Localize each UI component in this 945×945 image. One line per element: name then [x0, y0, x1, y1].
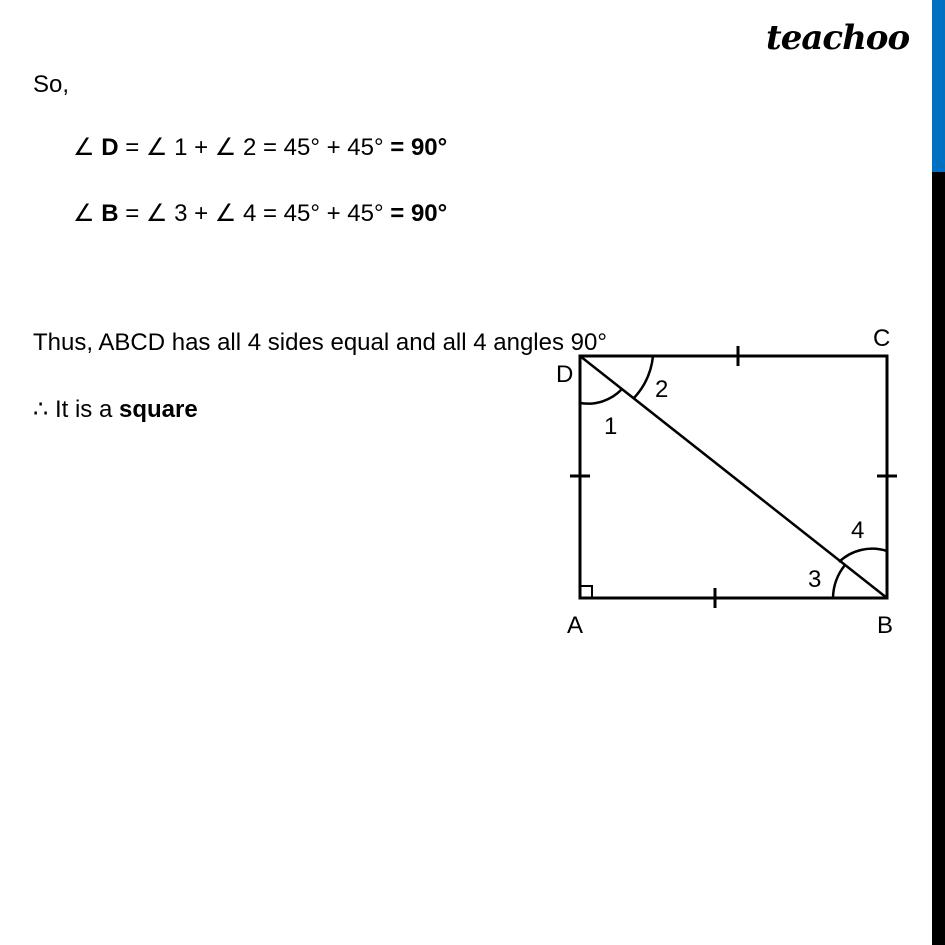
- angle-1-label: 1: [604, 413, 618, 440]
- vertex-d-label: D: [556, 361, 574, 388]
- equation-mid: = ∠ 1 + ∠ 2 = 45° + 45°: [118, 134, 391, 161]
- equation-mid: = ∠ 3 + ∠ 4 = 45° + 45°: [118, 200, 391, 227]
- vertex-c-label: C: [873, 325, 891, 352]
- teachoo-logo: teachoo: [766, 18, 910, 58]
- angle-2-arc: [634, 356, 653, 398]
- angle-4-arc: [839, 549, 887, 562]
- angle-var: D: [101, 134, 119, 161]
- angle-symbol: ∠: [73, 200, 102, 227]
- so-text: So,: [33, 71, 70, 98]
- angle-1-arc: [580, 389, 622, 404]
- conclusion-prefix: ∴ It is a: [33, 396, 119, 423]
- right-angle-marker: [580, 586, 592, 598]
- angle-3-arc: [833, 565, 845, 598]
- angle-symbol: ∠: [73, 134, 102, 161]
- vertex-b-label: B: [877, 612, 894, 639]
- angle-3-label: 3: [808, 566, 822, 593]
- angle-2-label: 2: [655, 376, 669, 403]
- angle-var: B: [101, 200, 119, 227]
- vertex-a-label: A: [567, 612, 584, 639]
- thus-text: Thus, ABCD has all 4 sides equal and all 4 angles 90°: [33, 329, 607, 356]
- equation-result: = 90°: [390, 200, 448, 227]
- equation-result: = 90°: [390, 134, 448, 161]
- angle-4-label: 4: [851, 517, 865, 544]
- conclusion-word: square: [118, 396, 198, 423]
